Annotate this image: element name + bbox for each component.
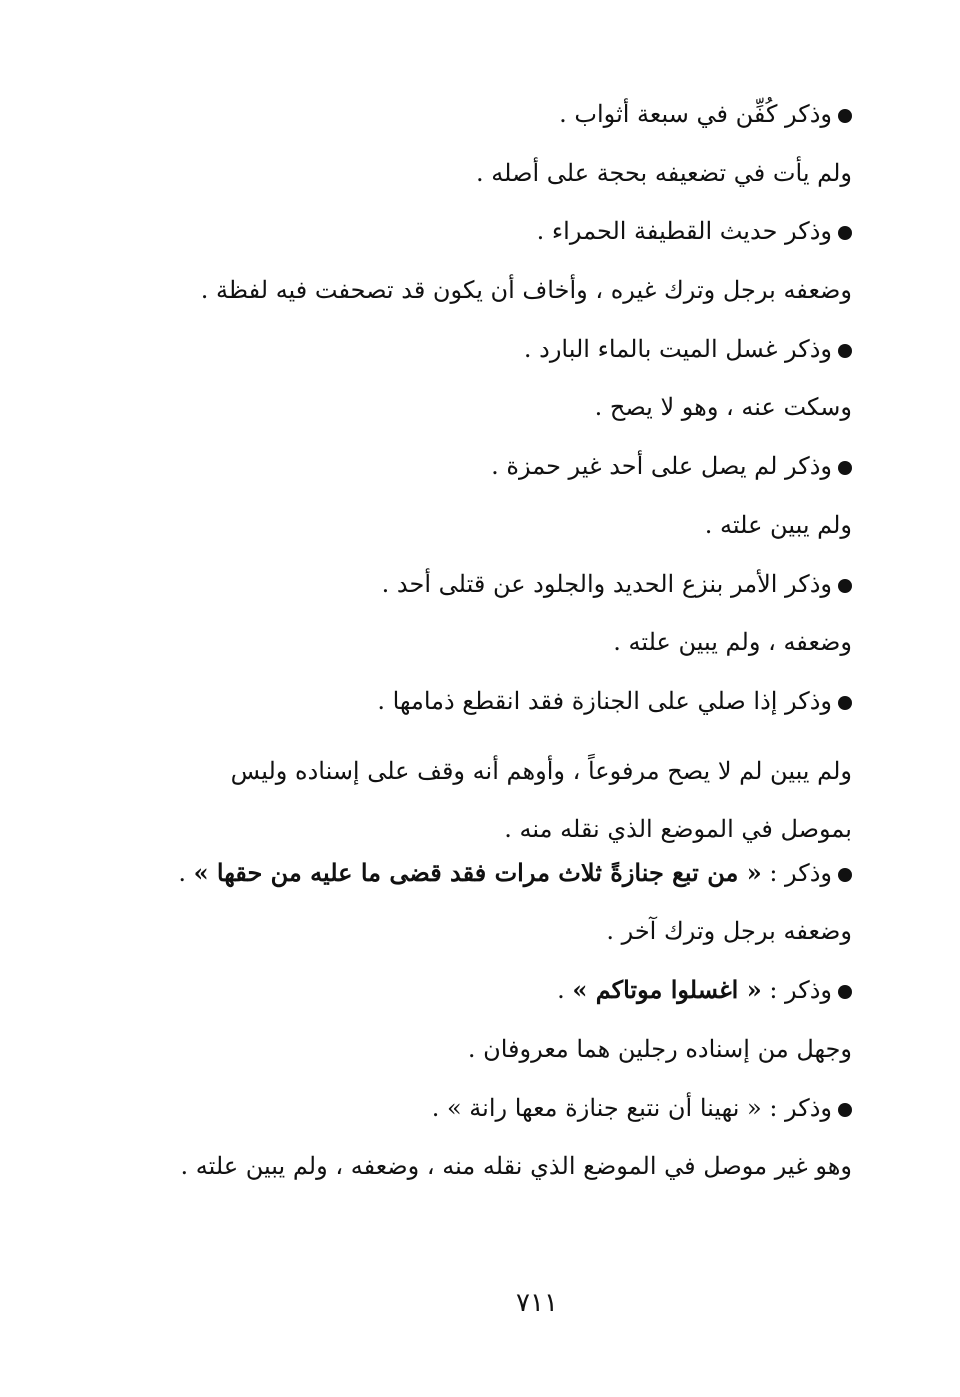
entry-line-9	[432, 1090, 852, 1126]
entry-prefix: وذكر :	[761, 976, 832, 1004]
hadith-quote: « نهينا أن نتبع جنازة معها رانة »	[446, 1094, 762, 1122]
entry-line-1	[559, 96, 852, 132]
hadith-quote: « اغسلوا موتاكم »	[572, 975, 762, 1004]
comment-text: وهو غير موصل في الموضع الذي نقله منه ، وضعفه ، ولم يبين علته .	[180, 1152, 852, 1180]
entry-text: وذكر لم يصل على أحد غير حمزة .	[491, 452, 832, 480]
entry-line-7	[178, 855, 852, 891]
comment-text: ولم يبين لم لا يصح مرفوعاً ، وأوهم أنه وقف على إسناده وليس بموصل في الموضع الذي نقله منه .	[230, 757, 852, 843]
bullet-icon	[838, 696, 852, 710]
comment-line-6	[172, 742, 852, 858]
hadith-quote: « من تبع جنازةً ثلاث مرات فقد قضى ما عليه من حقها »	[193, 858, 762, 887]
comment-text: وجهل من إسناده رجلين هما معروفان .	[467, 1035, 852, 1063]
bullet-icon	[838, 985, 852, 999]
bullet-icon	[838, 1103, 852, 1117]
entry-text: وذكر الأمر بنزع الحديد والجلود عن قتلى أحد .	[381, 570, 832, 598]
bullet-icon	[838, 868, 852, 882]
comment-line-8	[468, 1031, 852, 1067]
entry-suffix: .	[557, 976, 573, 1004]
bullet-icon	[838, 109, 852, 123]
comment-text: ولم يأت في تضعيفه بحجة على أصله .	[476, 159, 852, 187]
entry-suffix: .	[178, 859, 194, 887]
bullet-icon	[838, 461, 852, 475]
entry-text: وذكر إذا صلي على الجنازة فقد انقطع ذمامها .	[377, 687, 832, 715]
comment-line-1	[476, 155, 852, 191]
page-number: ٧١١	[516, 1288, 558, 1318]
comment-line-4	[705, 507, 852, 543]
entry-line-3	[524, 331, 852, 367]
entry-line-5	[382, 566, 852, 602]
bullet-icon	[838, 226, 852, 240]
comment-line-7	[606, 913, 852, 949]
comment-text: وسكت عنه ، وهو لا يصح .	[594, 393, 852, 421]
entry-text: وذكر كُفِّن في سبعة أثواب .	[559, 100, 832, 128]
entry-text: وذكر حديث القطيفة الحمراء .	[536, 217, 832, 245]
comment-text: وضعفه برجل وترك آخر .	[606, 917, 852, 945]
comment-text: وضعفه ، ولم يبين علته .	[613, 628, 852, 656]
entry-suffix: .	[431, 1094, 447, 1122]
comment-text: ولم يبين علته .	[704, 511, 852, 539]
comment-text: وضعفه برجل وترك غيره ، وأخاف أن يكون قد تصحفت فيه لفظة .	[200, 276, 852, 304]
comment-line-9	[181, 1148, 853, 1184]
comment-line-5	[613, 624, 852, 660]
entry-line-8	[557, 972, 852, 1008]
bullet-icon	[838, 344, 852, 358]
entry-prefix: وذكر :	[761, 1094, 832, 1122]
entry-line-2	[537, 213, 852, 249]
bullet-icon	[838, 579, 852, 593]
entry-prefix: وذكر :	[761, 859, 832, 887]
entry-text: وذكر غسل الميت بالماء البارد .	[523, 335, 832, 363]
comment-line-2	[201, 272, 852, 308]
comment-line-3	[595, 389, 852, 425]
entry-line-4	[491, 448, 852, 484]
entry-line-6	[377, 683, 852, 719]
